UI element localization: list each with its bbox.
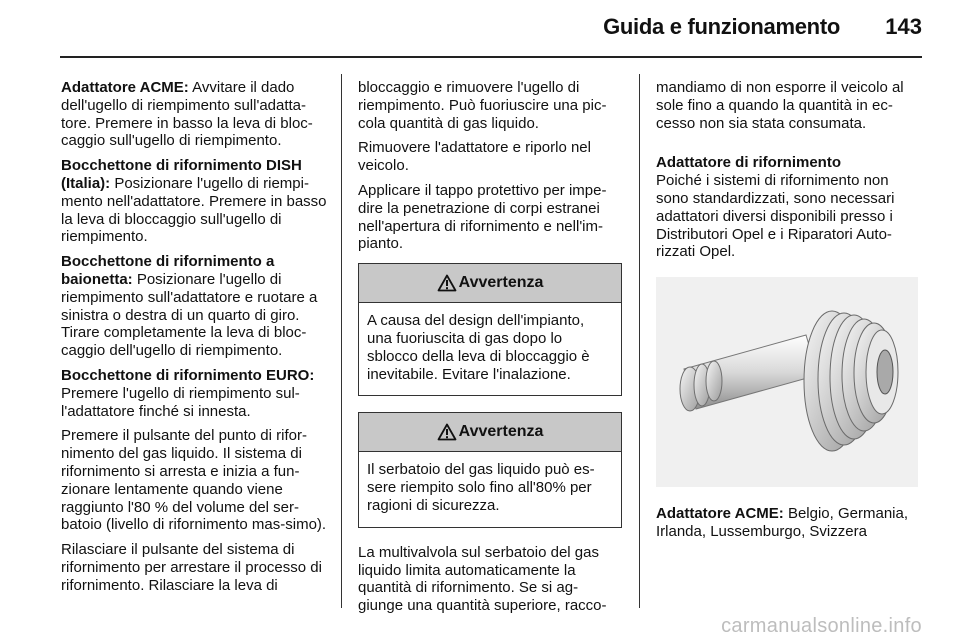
- paragraph: Rimuovere l'adattatore e riporlo nel veicolo.: [358, 139, 591, 175]
- column-middle: [358, 79, 622, 622]
- paragraph: bloccaggio e rimuovere l'ugello di riempimento. Può fuoriuscire una pic-cola quantità di gas liquido.: [358, 79, 607, 132]
- paragraph-bayonet: [61, 253, 329, 360]
- paragraph-text: Posizionare l'ugello di riempi-mento nell'adattatore. Premere in basso la leva di bloccaggio sull'ugello di riempimento.: [61, 174, 327, 246]
- section-title: Guida e funzionamento: [603, 14, 840, 39]
- column-left: [61, 79, 329, 602]
- header-rule: [60, 56, 922, 58]
- warning-text: Il serbatoio del gas liquido può es-sere riempito solo fino all'80% per ragioni di sicurezza.: [367, 461, 595, 514]
- warning-triangle-icon: [437, 423, 457, 441]
- column-divider: [341, 74, 342, 608]
- caption-text: Belgio, Germania, Irlanda, Lussemburgo, Svizzera: [656, 505, 909, 540]
- paragraph-lead: Bocchettone di rifornimento EURO:: [61, 366, 315, 384]
- warning-triangle-icon: [437, 274, 457, 292]
- column-divider: [639, 74, 640, 608]
- paragraph-acme: [61, 79, 329, 150]
- warning-text: A causa del design dell'impianto, una fuoriuscita di gas dopo lo sblocco della leva di bloccaggio è inevitabile. Evitare l'inalazione.: [367, 312, 590, 383]
- warning-header: [359, 264, 621, 303]
- warning-box: [358, 263, 622, 396]
- column-right: [656, 79, 924, 548]
- warning-title: Avvertenza: [458, 274, 544, 292]
- caption-lead: Adattatore ACME:: [656, 505, 784, 523]
- paragraph: mandiamo di non esporre il veicolo al sole fino a quando la quantità in ec-cesso non sia stata consumata.: [656, 79, 904, 132]
- paragraph-text: Avvitare il dado dell'ugello di riempimento sull'adatta-tore. Premere in basso la leva di bloc-caggio sull'ugello di riempimento.: [61, 79, 313, 150]
- paragraph-text: Posizionare l'ugello di riempimento sull'adattatore e ruotare a sinistra o destra di un quarto di giro. Tirare completamente la leva di bloc-caggio dell'ugello di riempimento.: [61, 270, 318, 360]
- page-number: 143: [885, 14, 922, 39]
- paragraph-lead: Bocchettone di rifornimento a baionetta:: [61, 253, 275, 288]
- paragraph-dish: [61, 157, 329, 246]
- acme-adapter-image: [656, 277, 918, 487]
- warning-box: [358, 412, 622, 527]
- paragraph-button: Premere il pulsante del punto di rifor-nimento del gas liquido. Il sistema di rifornimento si arresta e inizia a fun-zionare lentamente quando viene raggiunto l'80 % del volume del ser-batoio (livello di rifornimento mas-simo).: [61, 427, 327, 534]
- watermark-text: carmanualsonline.info: [721, 615, 922, 637]
- paragraph-release: Rilasciare il pulsante del sistema di rifornimento per arrestare il processo di rifornimento. Rilasciare la leva di: [61, 541, 322, 594]
- paragraph: Applicare il tappo protettivo per impe-dire la penetrazione di corpi estranei nell'apertura di rifornimento e nell'im-pianto.: [358, 181, 607, 253]
- subheading: Adattatore di rifornimento: [656, 154, 842, 172]
- paragraph: Poiché i sistemi di rifornimento non sono standardizzati, sono necessari adattatori diversi disponibili presso i Distributori Opel e i Riparatori Auto-rizzati Opel.: [656, 172, 895, 261]
- paragraph-euro: [61, 367, 329, 420]
- paragraph-lead: Bocchettone di rifornimento DISH (Italia):: [61, 157, 302, 192]
- figure-caption: [656, 505, 924, 541]
- paragraph: La multivalvola sul serbatoio del gas liquido limita automaticamente la quantità di rifornimento. Se si ag-giunge una quantità superiore, racco-: [358, 543, 607, 615]
- paragraph-text: Premere l'ugello di riempimento sul-l'adattatore finché si innesta.: [61, 384, 300, 420]
- paragraph-lead: Adattatore ACME:: [61, 79, 189, 96]
- warning-title: Avvertenza: [458, 423, 544, 441]
- adapter-illustration: [656, 277, 918, 487]
- warning-header: [359, 413, 621, 452]
